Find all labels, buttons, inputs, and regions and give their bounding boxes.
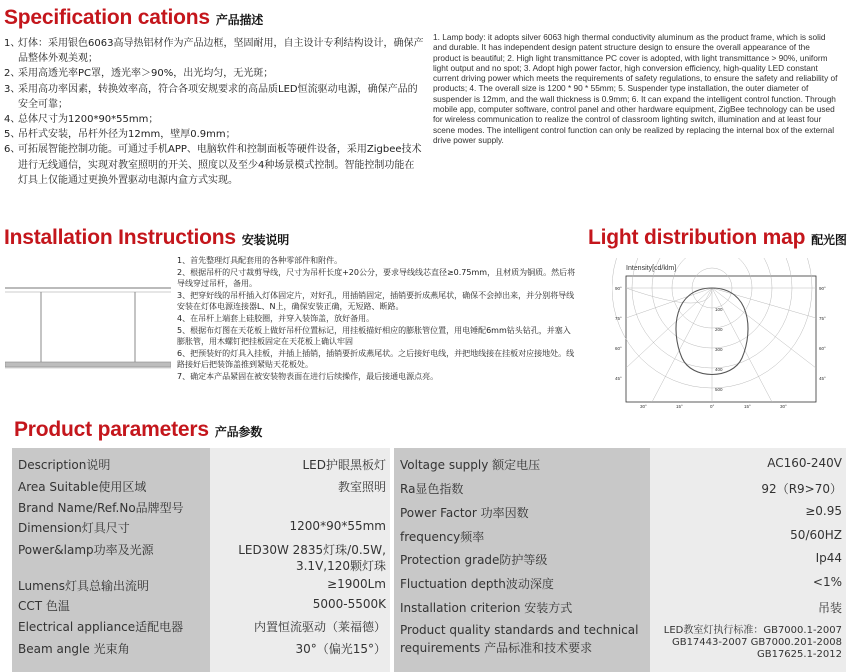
angle-label: 15°	[676, 404, 683, 409]
spec-title: Specification cations 产品描述	[4, 6, 264, 29]
params-table	[12, 448, 846, 672]
install-step: 3、把穿好线的吊杆插入灯体固定片，对好孔，用插销固定，插销要折成燕尾状，确保不会掉出来，并分别将导线安装在灯体电源连接器L、N上，确保安装正确，无短路、断路。	[177, 290, 575, 312]
angle-label: 75°	[819, 316, 826, 321]
params-title: Product parameters 产品参数	[14, 418, 263, 441]
install-step: 5、根据布灯图在天花板上做好吊杆位置标记，用挂板描好相应的膨胀管位置，用电锤配6mm钻头钻孔，并塞入膨胀管，用木螺钉把挂板固定在天花板上确认牢固	[177, 325, 571, 347]
lamp-diagram	[5, 260, 171, 390]
install-steps	[177, 255, 577, 383]
polar-axis-label: Intensity[cd/klm]	[626, 265, 677, 272]
install-step: 2、根据吊杆的尺寸裁剪导线，尺寸为吊杆长度+20公分，要求导线线芯直径≥0.75mm，且材质为铜质。然后将导线穿过吊杆，备用。	[177, 267, 576, 289]
install-title: Installation Instructions 安装说明	[4, 226, 290, 249]
angle-label: 0°	[710, 404, 715, 409]
params-title-cn: 产品参数	[214, 425, 263, 439]
install-title-cn: 安装说明	[241, 233, 290, 247]
angle-label: 60°	[819, 346, 826, 351]
install-step: 1、首先整理灯具配套用的各种零部件和附件。	[177, 256, 343, 265]
spec-cn-list	[4, 36, 424, 188]
spec-title-cn: 产品描述	[215, 13, 264, 27]
angle-label: 90°	[615, 286, 622, 291]
spec-cn-item: 6、 可拓展智能控制功能。可通过手机APP、电脑软件和控制面板等硬件设备，采用Zigbee技术进行无线通信，实现对教室照明的开关、照度以及至少4种场景模式控制。智能控制功能在灯具上仅能通过更换外置驱动电源内盒方式实现。	[4, 144, 422, 186]
radial-tick: 400	[715, 367, 723, 372]
spec-cn-item: 4、 总体尺寸为1200*90*55mm；	[4, 114, 159, 126]
radial-tick: 300	[715, 347, 723, 352]
dist-title: Light distribution map 配光图	[588, 226, 847, 249]
polar-chart	[612, 258, 840, 410]
angle-label: 30°	[640, 404, 647, 409]
angle-label: 75°	[615, 316, 622, 321]
dist-title-cn: 配光图	[811, 233, 847, 247]
angle-label: 60°	[615, 346, 622, 351]
angle-label: 45°	[819, 376, 826, 381]
params-left: Description说明 LED护眼黑板灯 Area Suitable使用区域 教室照明 Brand Name/Ref.No品牌型号 Dimension灯具尺寸 1200*90*55mm Power&lamp功率及光源 LED30W 2835灯珠/0.5W, 3.1V,120颗灯珠 Lumens灯具总输出流明 ≥1900Lm CCT 色温 5000-5500K Electrical appliance适配电器 内置恒流驱动（莱福德） Beam angle 光束角 30°（偏光15°）	[12, 448, 390, 672]
radial-tick: 100	[715, 307, 723, 312]
params-right: Voltage supply 额定电压 AC160-240V Ra显色指数 92（R9>70） Power Factor 功率因数 ≥0.95 frequency频率 50/60HZ Protection grade防护等级 Ip44 Fluctuation depth波动深度 <1% Installation criterion 安装方式 吊装 Product quality standards and technical requirements 产品标准和技术要求 LED教室灯执行标准：GB7000.1-2007 GB17443-2007 GB7000.201-2008 GB17625.1-2012	[394, 448, 846, 672]
install-step: 7、确定本产品紧固在被安装物表面在进行后续操作，最后接通电源点亮。	[177, 371, 439, 381]
angle-label: 90°	[819, 286, 826, 291]
spec-cn-item: 1、 灯体：采用银色6063高导热铝材作为产品边框，坚固耐用，自主设计专利结构设计，确保产品整体外观美观；	[4, 38, 424, 65]
angle-label: 15°	[744, 404, 751, 409]
install-step: 6、把预装好的灯具入挂板，并插上插销，插销要折成燕尾状。之后接好电线，并把地线接在挂板对应接地处。线路接好后把装饰盖推到紧贴天花板处。	[177, 348, 575, 370]
radial-tick: 500	[715, 387, 723, 392]
spec-en-text: 1. Lamp body: it adopts silver 6063 high thermal conductivity aluminum as the product frame, which is solid and durable. It has independent design patent structure design to ensure the overall appearance of the product is beautiful; 2. High light transmittance PC cover is adopted, with light transmittance > 90%, uniform light output and no spot; 3. Adopt high power factor, high conversion efficiency, high-quality LED constant current driving power which meets the requirements of safety regulations, to ensure the safety and reliability of products; 4. The overall size is 1200 * 90 * 55mm; 5. Suspender type installation, the outer diameter of suspender is 12mm, and the wall thickness is 0.9mm; 6. It can expand the intelligent control function. Through mobile app, computer software, control panel and other hardware equipment, ZigBee technology can be used for wireless communication to realize the control of classroom lighting switch, illumination and at least four scene modes. The intelligent control function can only be realized by replacing the internal box of the external drive power supply.	[433, 32, 838, 145]
install-step: 4、在吊杆上端套上硅胶圈，并穿入装饰盖，放好备用。	[177, 313, 375, 323]
spec-cn-item: 5、 吊杆式安装，吊杆外径为12mm，壁厚0.9mm；	[4, 129, 236, 141]
radial-tick: 200	[715, 327, 723, 332]
spec-cn-item: 2、 采用高透光率PC罩，透光率＞90%，出光均匀，无光斑；	[4, 68, 274, 80]
spec-cn-item: 3、 采用高功率因素，转换效率高，符合各项安规要求的高品质LED恒流驱动电源，确保产品的安全可靠；	[4, 83, 418, 110]
angle-label: 45°	[615, 376, 622, 381]
angle-label: 30°	[780, 404, 787, 409]
